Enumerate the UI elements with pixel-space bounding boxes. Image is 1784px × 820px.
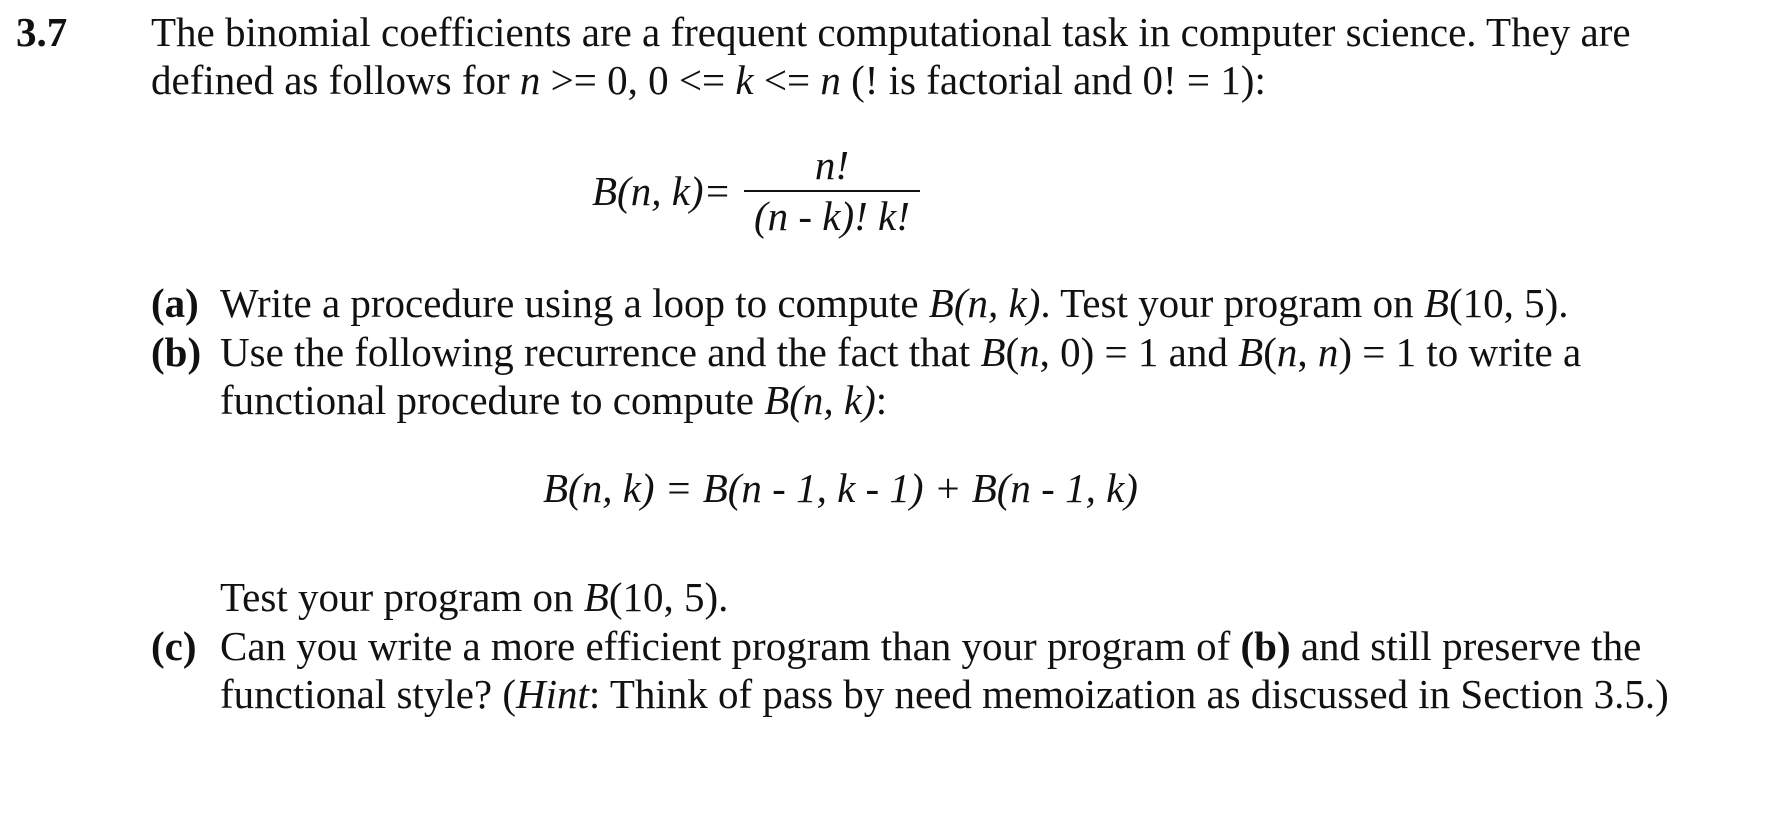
- part-b-segment: ,: [1297, 329, 1318, 375]
- part-b-line-2: [220, 377, 888, 423]
- part-c-segment: and still preserve the: [1290, 623, 1642, 669]
- fraction-denominator: (n - k)! k!: [754, 193, 910, 239]
- var-n: n: [1019, 329, 1040, 375]
- recurrence-formula: B(n, k) = B(n - 1, k - 1) + B(n - 1, k): [543, 465, 1138, 511]
- intro-line-1: The binomial coefficients are a frequent computational task in computer science. They are: [151, 9, 1631, 55]
- var-B: B: [1238, 329, 1264, 375]
- part-a-segment: . Test your program on: [1040, 280, 1424, 326]
- part-b-segment: ) = 1 to write a: [1338, 329, 1582, 375]
- var-B: B: [583, 574, 609, 620]
- intro-text: defined as follows for: [151, 57, 520, 103]
- part-c-segment: functional style? (: [220, 671, 517, 717]
- part-b-segment: Use the following recurrence and the fact that: [220, 329, 981, 375]
- fraction-numerator: n!: [814, 142, 850, 188]
- part-b-line-1: [220, 329, 1582, 375]
- hint-label: Hint: [516, 671, 589, 717]
- part-b-segment: (: [1005, 329, 1020, 375]
- intro-line-2: [151, 57, 1266, 103]
- intro-text: (! is factorial and 0! = 1):: [840, 57, 1266, 103]
- formula-lhs: B(n, k): [592, 168, 704, 214]
- part-c-line-2: [220, 671, 1669, 717]
- part-b-segment: , 0) = 1 and: [1039, 329, 1239, 375]
- intro-text: >= 0, 0 <=: [540, 57, 736, 103]
- part-c-line-1: [220, 623, 1642, 669]
- part-b-segment: Test your program on: [220, 574, 584, 620]
- part-c-segment: : Think of pass by need memoization as discussed in Section 3.5.): [588, 671, 1669, 717]
- formula-B-n-k: B(n, k): [928, 280, 1041, 326]
- part-b-segment: (: [1263, 329, 1277, 375]
- var-B: B: [980, 329, 1006, 375]
- var-n: n: [820, 57, 841, 103]
- part-a-label: (a): [151, 280, 199, 326]
- var-n: n: [519, 57, 541, 103]
- part-b-reference: (b): [1240, 623, 1291, 669]
- var-B: B: [1423, 280, 1449, 326]
- part-b-test-line: [220, 574, 729, 620]
- part-b-segment: :: [875, 377, 888, 423]
- part-c-label: (c): [151, 623, 197, 669]
- part-a-text: [220, 280, 1569, 326]
- part-a-segment: Write a procedure using a loop to compute: [220, 280, 929, 326]
- part-a-segment: (10, 5).: [1448, 280, 1569, 326]
- part-c-segment: Can you write a more efficient program than your program of: [220, 623, 1241, 669]
- problem-number: 3.7: [16, 9, 68, 55]
- var-k: k: [735, 57, 754, 103]
- intro-text: <=: [753, 57, 821, 103]
- formula-fraction: [744, 142, 920, 239]
- part-b-segment: functional procedure to compute: [220, 377, 765, 423]
- formula-B-n-k: B(n, k): [764, 377, 876, 423]
- formula-equals: =: [706, 168, 730, 214]
- part-b-segment: (10, 5).: [608, 574, 729, 620]
- var-n: n: [1276, 329, 1298, 375]
- var-n: n: [1317, 329, 1339, 375]
- part-b-label: (b): [151, 329, 202, 375]
